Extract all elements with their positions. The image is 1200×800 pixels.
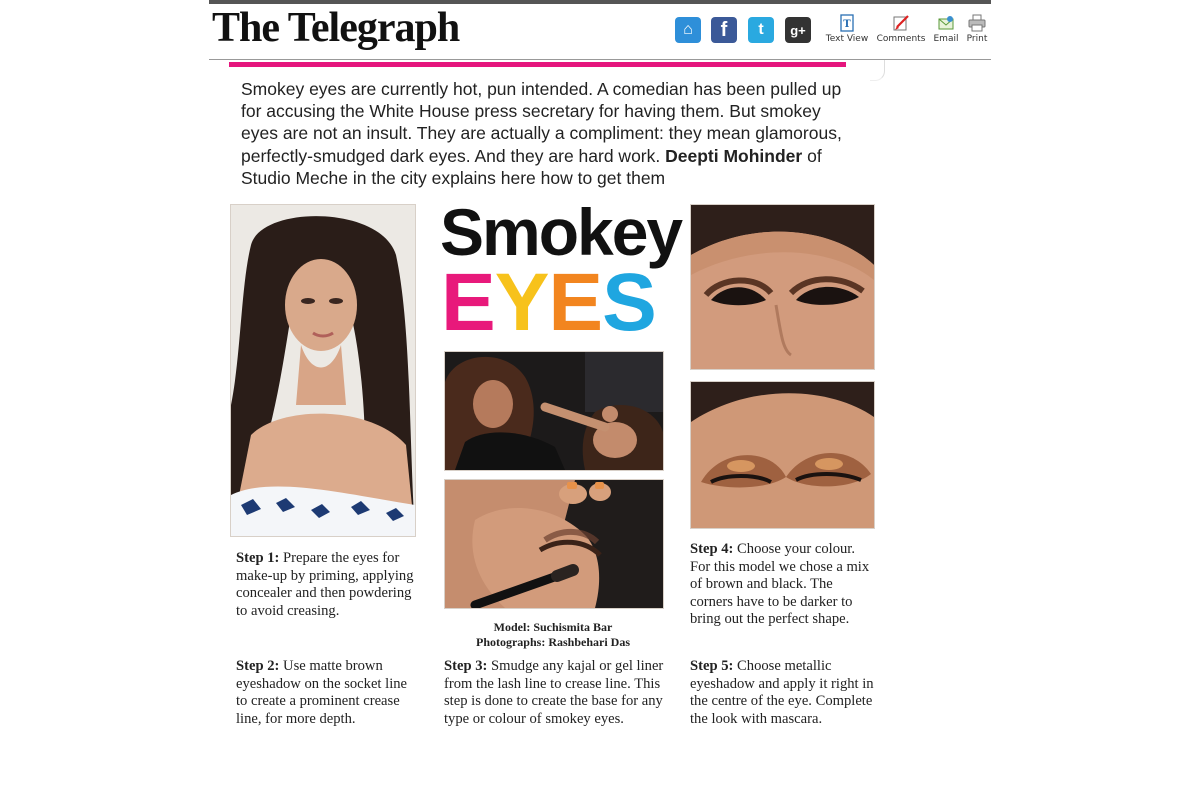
step-3-caption <box>444 658 666 728</box>
step-4-caption <box>690 541 874 629</box>
step-2-caption <box>236 658 414 728</box>
home-icon: ⌂ <box>683 21 693 38</box>
print-label: Print <box>966 34 988 44</box>
facebook-share-button[interactable] <box>711 17 737 43</box>
intro-text: Smokey eyes are currently hot, pun intended. A comedian has been pulled up for accusing the White House press secretary for having them. But smokey eyes are not an insult. They are actually a compliment: they mean glamorous, perfectly-smudged dark eyes. And they are hard work. <box>241 79 842 166</box>
photo-credits <box>444 620 662 650</box>
print-button[interactable] <box>962 14 992 44</box>
headline-letter-y: Y <box>494 257 549 348</box>
text-view-button[interactable] <box>822 14 872 44</box>
headline-letter-e2: E <box>548 257 603 348</box>
twitter-share-button[interactable] <box>748 17 774 43</box>
text-view-icon <box>838 14 856 32</box>
page-curl <box>870 60 885 81</box>
step-1-label: Step 1: <box>236 550 280 566</box>
facebook-icon: f <box>720 18 728 41</box>
googleplus-icon: g+ <box>790 22 806 38</box>
headline-letter-e1: E <box>441 257 495 348</box>
step-5-text: Choose metallic eyeshadow and apply it right in the centre of the eye. Complete the look with mascara. <box>690 658 874 727</box>
headline-smokey: Smokey <box>440 195 682 269</box>
email-label: Email <box>933 34 959 44</box>
comments-button[interactable] <box>874 14 928 44</box>
makeup-artist-photo <box>444 351 664 471</box>
step-3-label: Step 3: <box>444 658 488 674</box>
step-4-text: Choose your colour. For this model we chose a mix of brown and black. The corners have to be darker to bring out the perfect shape. <box>690 541 870 628</box>
intro-paragraph <box>241 78 861 189</box>
step-5-label: Step 5: <box>690 658 734 674</box>
step-2-text: Use matte brown eyeshadow on the socket line to create a prominent crease line, for more depth. <box>236 658 408 727</box>
eye-closeup-photo-1 <box>690 204 875 370</box>
step-5-caption <box>690 658 874 728</box>
step-1-caption <box>236 550 414 620</box>
home-button[interactable] <box>675 17 701 43</box>
eye-closeup-photo-2 <box>690 381 875 529</box>
intro-author: Deepti Mohinder <box>665 145 803 166</box>
step-1-text: Prepare the eyes for make-up by priming, applying concealer and then powdering to avoid creasing. <box>236 550 414 619</box>
headline-eyes <box>441 257 656 348</box>
print-icon <box>968 14 986 32</box>
headline-letter-s: S <box>602 257 656 348</box>
text-view-label: Text View <box>825 34 869 44</box>
twitter-icon: t <box>758 21 764 38</box>
email-icon <box>937 14 955 32</box>
intro-tail: of Studio Meche in the city explains here how to get them <box>241 145 822 188</box>
step-4-label: Step 4: <box>690 541 734 557</box>
comments-label: Comments <box>876 34 926 44</box>
email-button[interactable] <box>930 14 962 44</box>
model-portrait-photo <box>230 204 416 537</box>
svg-text:T: T <box>843 19 851 30</box>
step-2-label: Step 2: <box>236 658 280 674</box>
accent-bar <box>229 62 846 67</box>
step-3-text: Smudge any kajal or gel liner from the lash line to crease line. This step is done to create the base for any type or colour of smokey eyes. <box>444 658 664 727</box>
googleplus-share-button[interactable] <box>785 17 811 43</box>
brush-closeup-photo <box>444 479 664 609</box>
comments-icon <box>892 14 910 32</box>
photographer-credit: Photographs: Rashbehari Das <box>475 635 631 649</box>
model-credit: Model: Suchismita Bar <box>493 620 613 634</box>
masthead-logo[interactable]: The Telegraph <box>212 5 460 51</box>
